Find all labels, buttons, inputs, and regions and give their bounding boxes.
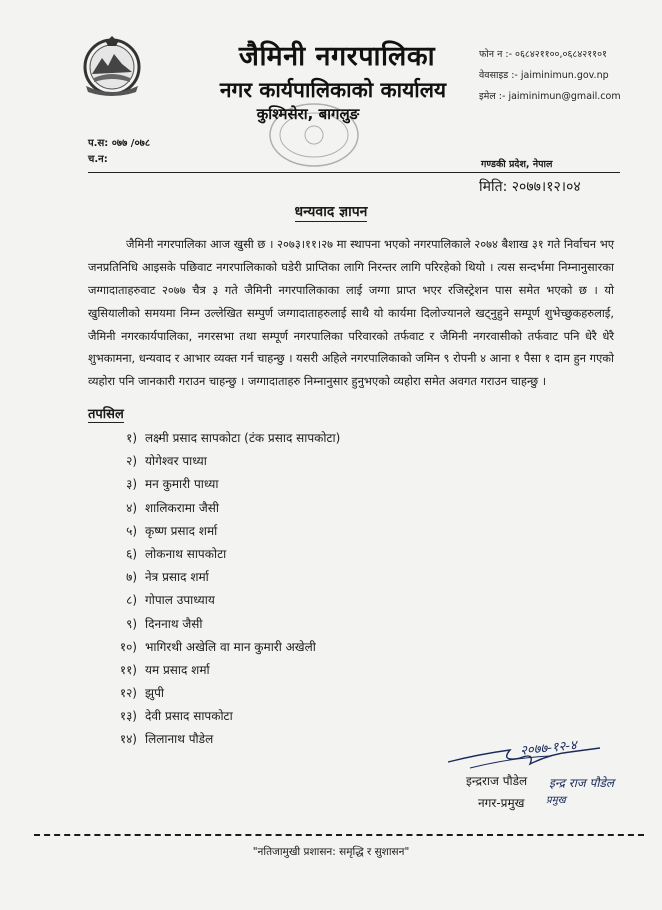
list-item-number: २) [126, 454, 137, 469]
office-location: कुश्मिसेरा, बागलुङ [256, 105, 360, 123]
list-item-number: ८) [126, 593, 137, 608]
list-item-number: १४) [119, 732, 137, 747]
official-stamp [266, 100, 362, 170]
footer-divider [34, 834, 644, 836]
municipality-title: जैमिनी नगरपालिका [238, 41, 436, 72]
handwritten-title: प्रमुख [546, 795, 566, 806]
header-divider [88, 172, 620, 173]
list-item-name: दिननाथ जैसी [145, 616, 203, 631]
list-item-number: ६) [126, 546, 137, 561]
list-heading [88, 404, 124, 422]
list-item [90, 705, 340, 728]
signatory-name: इन्द्रराज पौडेल [466, 774, 528, 788]
nepal-emblem-icon [80, 34, 144, 96]
list-item-name: देवी प्रसाद सापकोटा [145, 709, 233, 724]
phone-number: फोन न :- ०६८४२११००,०६८४२११०१ [479, 49, 607, 60]
list-item-number: ११) [119, 662, 137, 677]
signatory-title: नगर-प्रमुख [478, 796, 525, 810]
donor-list [90, 427, 340, 752]
list-item-name: शालिकरामा जैसी [145, 500, 219, 515]
list-item-number: ७) [126, 570, 137, 585]
office-title: नगर कार्यपालिकाको कार्यालय [219, 78, 447, 102]
list-item-name: यम प्रसाद शर्मा [145, 662, 210, 677]
dispatch-number: च.न: [88, 154, 108, 165]
list-item-name: भागिरथी अखेलि वा मान कुमारी अखेली [145, 639, 316, 654]
list-item-number: ५) [126, 523, 137, 538]
list-heading-text: तपसिल [88, 407, 124, 422]
list-item-number: ३) [126, 477, 137, 492]
list-item [90, 566, 340, 589]
handwritten-name: इन्द्र राज पौडेल [549, 776, 615, 790]
list-item-name: लोकनाथ सापकोटा [145, 546, 227, 561]
list-item-name: योगेश्वर पाध्या [145, 454, 207, 469]
province: गण्डकी प्रदेश, नेपाल [481, 159, 553, 170]
list-item-name: गोपाल उपाध्याय [145, 593, 215, 608]
list-item-number: ४) [126, 500, 137, 515]
contact-block [479, 44, 659, 107]
list-item-name: नेत्र प्रसाद शर्मा [145, 570, 209, 585]
list-item-name: कृष्ण प्रसाद शर्मा [145, 523, 218, 538]
list-item-name: झुपी [145, 686, 164, 701]
list-item-name: मन कुमारी पाध्या [145, 477, 219, 492]
list-item [90, 728, 340, 751]
list-item-number: १२) [119, 686, 137, 701]
list-item [90, 450, 340, 473]
letter-heading-text: धन्यवाद ज्ञापन [294, 204, 368, 220]
letter-body: जैमिनी नगरपालिका आज खुसी छ । २०७३।११।२७ मा स्थापना भएको नगरपालिकाले २०७४ बैशाख ३१ गते निर्वाचन भए जनप्रतिनिधि आइसके पछिवाट नगरपालिकाको घडेरी प्राप्तिका लागि निरन्तर लागि परिरहेको थियो । त्यस सन्दर्भमा निम्नानुसारका जग्गादाताहरुवाट २०७७ चैत्र ३ गते जैमिनी नगरपालिकाका लाई जग्गा प्राप्त भएर रजिस्ट्रेशन पास समेत भएको छ । यो खुसियालीको समयमा निम्न उल्लेखित सम्पुर्ण जग्गादाताहरुलाई साथै यो कार्यमा दिलोज्यानले खट्नुहुने सम्पूर्ण शुभेच्छुकहरुलाई, जैमिनी नगरकार्यपालिका, नगरसभा तथा सम्पूर्ण नगरपालिका परिवारको तर्फवाट र जैमिनी नगरवासीको तर्फवाट पनि धेरै धेरै शुभकामना, धन्यवाद र आभार व्यक्त गर्न चाहन्छु । यसरी अहिले नगरपालिकाको जमिन ९ रोपनी ४ आना १ पैसा १ दाम हुन गएको व्यहोरा पनि जानकारी गराउन चाहन्छु । जग्गादाताहरु निम्नानुसार हुनुभएको व्यहोरा समेत अवगत गराउन चाहन्छु । [88, 237, 614, 389]
letter-heading [0, 202, 662, 221]
list-item-number: १०) [119, 639, 137, 654]
list-item [90, 427, 340, 450]
list-item [90, 497, 340, 520]
list-item [90, 520, 340, 543]
list-item [90, 589, 340, 612]
list-item [90, 473, 340, 496]
list-item-number: १३) [119, 709, 137, 724]
list-item [90, 636, 340, 659]
list-item-name: लिलानाथ पौडेल [145, 732, 214, 747]
list-item [90, 682, 340, 705]
reference-number: प.स: ०७७ /०७८ [88, 138, 151, 149]
list-item-number: १) [126, 431, 137, 445]
reference-block [88, 136, 150, 168]
list-item [90, 613, 340, 636]
list-item-name: लक्ष्मी प्रसाद सापकोटा (टंक प्रसाद सापकोटा) [145, 431, 341, 445]
email: इमेल :- jaiminimun@gmail.com [479, 91, 621, 102]
list-item [90, 543, 340, 566]
list-item [90, 659, 340, 682]
list-item-number: ९) [126, 616, 137, 631]
signature-date: २०७७-१२-४ [519, 738, 578, 759]
footer-motto: "नतिजामुखी प्रशासन: समृद्धि र सुशासन" [252, 846, 410, 858]
website: वेवसाइड :- jaiminimun.gov.np [479, 70, 609, 81]
letter-date: मिति: २०७७।१२।०४ [479, 179, 581, 195]
